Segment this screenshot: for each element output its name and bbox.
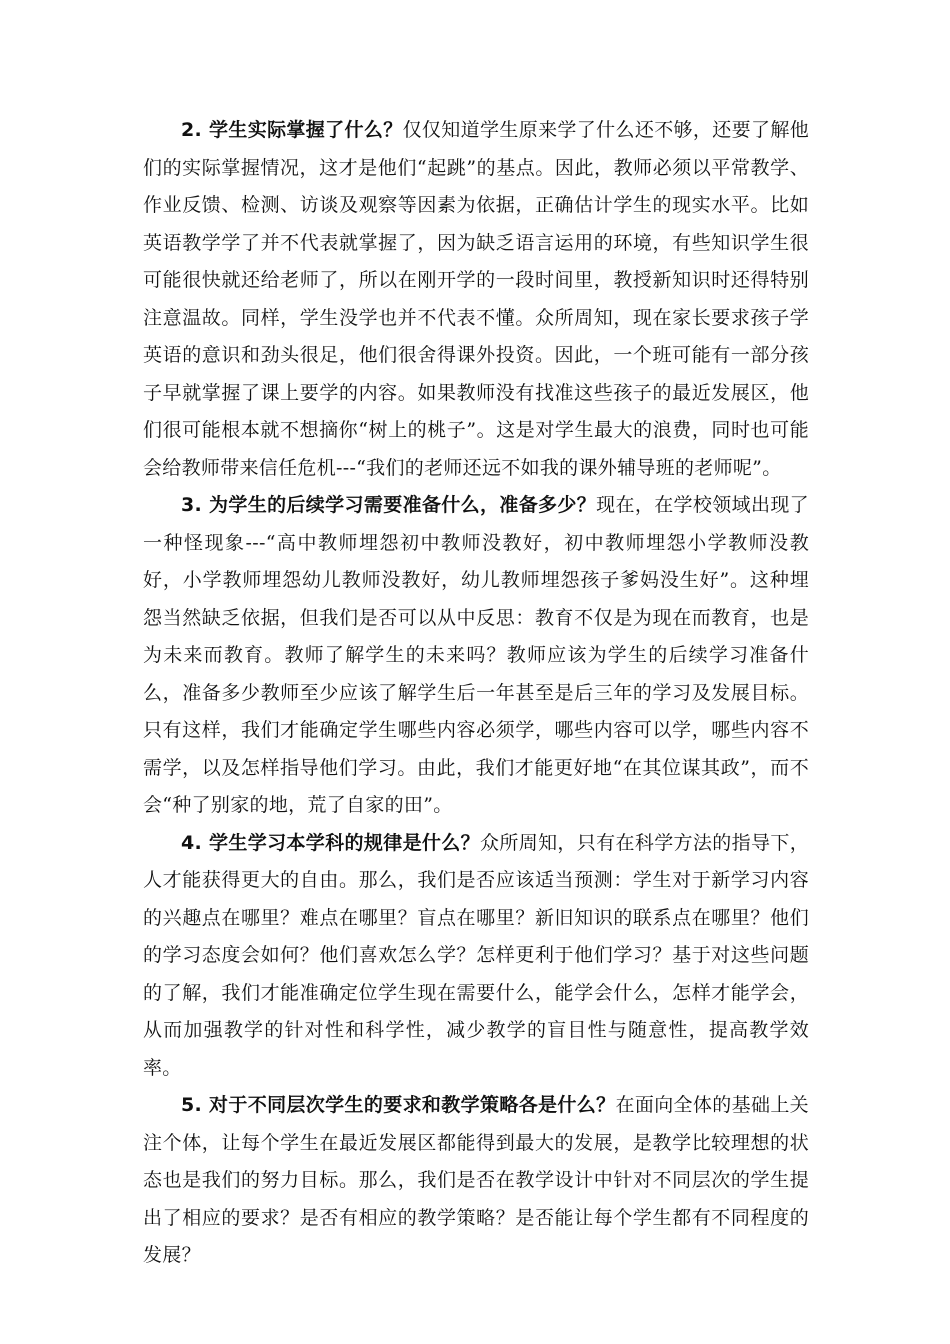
paragraph-3 — [143, 487, 809, 825]
paragraph-5-heading: 5. 对于不同层次学生的要求和教学策略各是什么？ — [181, 1094, 616, 1116]
paragraph-4-heading: 4. 学生学习本学科的规律是什么？ — [181, 831, 480, 854]
paragraph-2 — [143, 112, 809, 487]
paragraph-4 — [143, 825, 809, 1088]
paragraph-3-text: 现在，在学校领域出现了一种怪现象---“高中教师埋怨初中教师没教好，初中教师埋怨小学教师没教好，小学教师埋怨幼儿教师没教好，幼儿教师埋怨孩子爹妈没生好”。这种埋怨当然缺乏依据，但我们是否可以从中反思：教育不仅是为现在而教育，也是为未来而教育。教师了解学生的未来吗？教师应该为学生的后续学习准备什么，准备多少教师至少应该了解学生后一年甚至是后三年的学习及发展目标。只有这样，我们才能确定学生哪些内容必须学，哪些内容可以学，哪些内容不需学，以及怎样指导他们学习。由此，我们才能更好地“在其位谋其政”，而不会“种了别家的地，荒了自家的田”。 — [143, 494, 809, 816]
paragraph-3-heading: 3. 为学生的后续学习需要准备什么，准备多少？ — [181, 494, 597, 516]
paragraph-5-text: 在面向全体的基础上关注个体，让每个学生在最近发展区都能得到最大的发展，是教学比较理想的状态也是我们的努力目标。那么，我们是否在教学设计中针对不同层次的学生提出了相应的要求？是否有相应的教学策略？是否能让每个学生都有不同程度的发展？ — [143, 1094, 809, 1266]
paragraph-4-text: 众所周知，只有在科学方法的指导下，人才能获得更大的自由。那么，我们是否应该适当预测：学生对于新学习内容的兴趣点在哪里？难点在哪里？盲点在哪里？新旧知识的联系点在哪里？他们的学习态度会如何？他们喜欢怎么学？怎样更利于他们学习？基于对这些问题的了解，我们才能准确定位学生现在需要什么，能学会什么，怎样才能学会，从而加强教学的针对性和科学性，减少教学的盲目性与随意性，提高教学效率。 — [143, 831, 809, 1079]
paragraph-2-heading: 2. 学生实际掌握了什么？ — [181, 119, 403, 141]
paragraph-5 — [143, 1087, 809, 1275]
document-body — [143, 112, 809, 1275]
paragraph-2-text: 仅仅知道学生原来学了什么还不够，还要了解他们的实际掌握情况，这才是他们“起跳”的基点。因此，教师必须以平常教学、作业反馈、检测、访谈及观察等因素为依据，正确估计学生的现实水平。比如英语教学学了并不代表就掌握了，因为缺乏语言运用的环境，有些知识学生很可能很快就还给老师了，所以在刚开学的一段时间里，教授新知识时还得特别注意温故。同样，学生没学也并不代表不懂。众所周知，现在家长要求孩子学英语的意识和劲头很足，他们很舍得课外投资。因此，一个班可能有一部分孩子早就掌握了课上要学的内容。如果教师没有找准这些孩子的最近发展区，他们很可能根本就不想摘你“树上的桃子”。这是对学生最大的浪费，同时也可能会给教师带来信任危机---“我们的老师还远不如我的课外辅导班的老师呢”。 — [143, 119, 809, 479]
